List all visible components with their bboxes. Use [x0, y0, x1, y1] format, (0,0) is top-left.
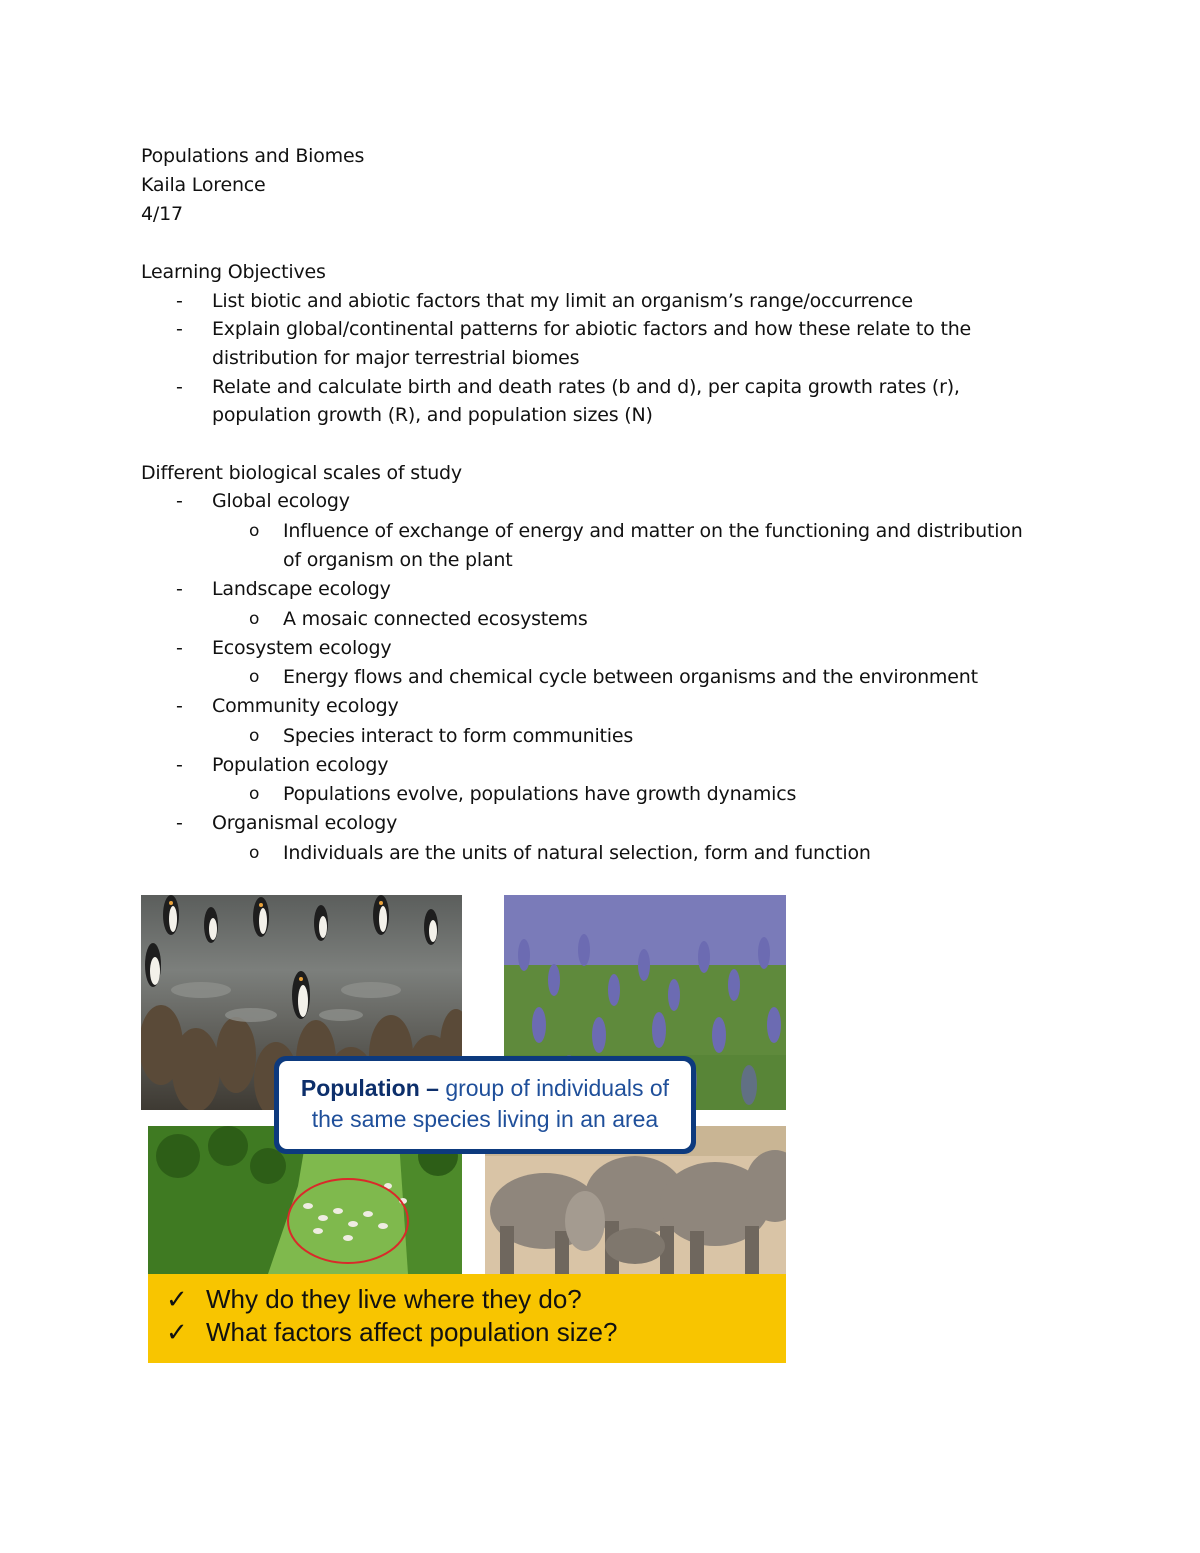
scale-label: Global ecology	[212, 490, 350, 512]
scale-label: Organismal ecology	[212, 812, 398, 834]
bullet-dash: -	[176, 812, 183, 834]
scale-description: A mosaic connected ecosystems	[283, 608, 588, 630]
bullet-dash: -	[176, 754, 183, 776]
objective-item-cont: distribution for major terrestrial biomes	[212, 347, 580, 369]
population-definition-callout	[274, 1056, 696, 1154]
questions-banner	[148, 1274, 786, 1363]
bullet-dash: -	[176, 578, 183, 600]
question-item: What factors affect population size?	[206, 1317, 618, 1347]
population-definition-part1: group of individuals of	[445, 1075, 670, 1101]
doc-title: Populations and Biomes	[141, 145, 365, 167]
scale-description-cont: of organism on the plant	[283, 549, 513, 571]
population-slide-image	[140, 893, 786, 1363]
objective-item: Explain global/continental patterns for abiotic factors and how these relate to the	[212, 318, 972, 340]
objectives-heading: Learning Objectives	[141, 261, 326, 283]
bullet-dash: -	[176, 290, 183, 312]
bullet-dash: -	[176, 490, 183, 512]
doc-date: 4/17	[141, 203, 183, 225]
bullet-circle: o	[249, 784, 260, 804]
bullet-circle: o	[249, 667, 260, 687]
scale-description: Energy flows and chemical cycle between organisms and the environment	[283, 666, 978, 688]
bullet-dash: -	[176, 376, 183, 398]
doc-author: Kaila Lorence	[141, 174, 266, 196]
checkmark-icon: ✓	[166, 1317, 188, 1347]
scale-description: Influence of exchange of energy and matter on the functioning and distribution	[283, 520, 1023, 542]
objective-item-cont: population growth (R), and population sizes (N)	[212, 404, 653, 426]
scale-description: Populations evolve, populations have growth dynamics	[283, 783, 797, 805]
scale-label: Population ecology	[212, 754, 389, 776]
bullet-dash: -	[176, 695, 183, 717]
scale-label: Landscape ecology	[212, 578, 391, 600]
bullet-circle: o	[249, 521, 260, 541]
population-term: Population –	[300, 1075, 439, 1101]
scale-label: Community ecology	[212, 695, 399, 717]
objective-item: List biotic and abiotic factors that my limit an organism’s range/occurrence	[212, 290, 913, 312]
scales-heading: Different biological scales of study	[141, 462, 462, 484]
population-definition-part2: the same species living in an area	[311, 1106, 659, 1132]
scale-description: Species interact to form communities	[283, 725, 634, 747]
bullet-dash: -	[176, 318, 183, 340]
bullet-dash: -	[176, 637, 183, 659]
scale-label: Ecosystem ecology	[212, 637, 392, 659]
objective-item: Relate and calculate birth and death rates (b and d), per capita growth rates (r),	[212, 376, 960, 398]
bullet-circle: o	[249, 843, 260, 863]
bullet-circle: o	[249, 726, 260, 746]
checkmark-icon: ✓	[166, 1284, 188, 1314]
question-item: Why do they live where they do?	[206, 1284, 582, 1314]
population-definition-text	[279, 1061, 691, 1149]
bullet-circle: o	[249, 609, 260, 629]
scale-description: Individuals are the units of natural selection, form and function	[283, 842, 871, 864]
